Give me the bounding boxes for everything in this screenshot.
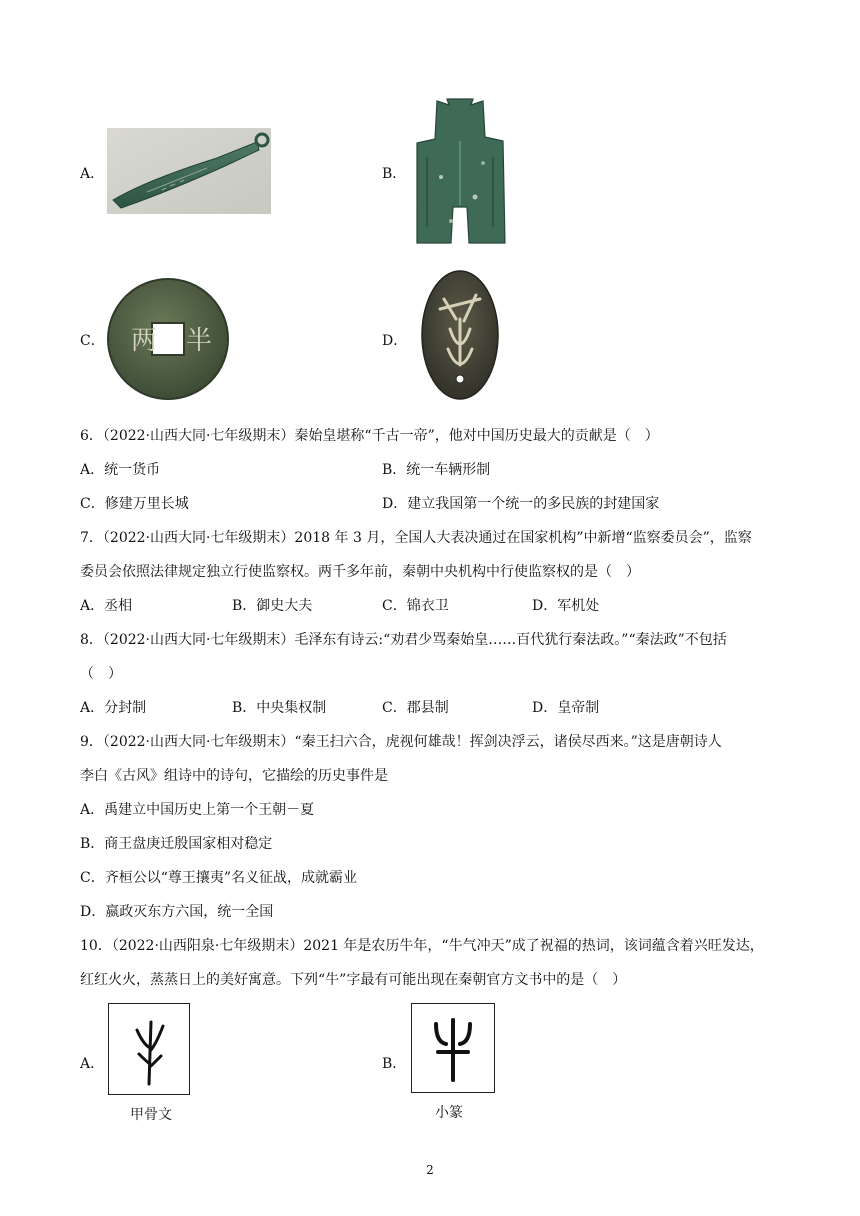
question-8-stem-line-1: 8．（2022·山西大同·七年级期末）毛泽东有诗云:“劝君少骂秦始皇……百代犹行秦法政。”“秦法政”不包括 xyxy=(80,632,727,648)
coin-char-left: 两 xyxy=(131,326,158,356)
question-6-option-c: C．修建万里长城 xyxy=(80,496,189,512)
question-7-option-d: D．军机处 xyxy=(532,598,600,614)
knife-coin-image xyxy=(107,128,271,214)
question-7-option-c: C．锦衣卫 xyxy=(382,598,449,614)
spade-coin-image xyxy=(411,97,509,248)
question-6-option-b: B．统一车辆形制 xyxy=(382,462,491,478)
ant-nose-coin-image xyxy=(420,269,500,401)
page-number: 2 xyxy=(426,1163,434,1177)
option-b-label: B． xyxy=(382,166,407,182)
question-7-option-b: B．御史大夫 xyxy=(232,598,313,614)
question-8-option-c: C．郡县制 xyxy=(382,700,449,716)
question-9-stem-line-1: 9．（2022·山西大同·七年级期末）“秦王扫六合，虎视何雄哉！挥剑决浮云，诸侯尽西来。”这是唐朝诗人 xyxy=(80,734,722,750)
question-6-stem: 6．（2022·山西大同·七年级期末）秦始皇堪称“千古一帝”，他对中国历史最大的贡献是（ ） xyxy=(80,428,659,444)
coin-char-right: 半 xyxy=(186,326,213,356)
question-8-option-d: D．皇帝制 xyxy=(532,700,600,716)
question-9-option-b: B．商王盘庚迁殷国家相对稳定 xyxy=(80,836,273,852)
question-7-stem-line-2: 委员会依照法律规定独立行使监察权。两千多年前，秦朝中央机构中行使监察权的是（ ） xyxy=(80,564,640,580)
question-7-option-a: A．丞相 xyxy=(80,598,133,614)
question-9-option-d: D．嬴政灭东方六国，统一全国 xyxy=(80,904,274,920)
question-9-option-a: A．禹建立中国历史上第一个王朝－夏 xyxy=(80,802,315,818)
question-10-option-b-label: B． xyxy=(382,1056,407,1072)
question-10-stem-line-2: 红红火火，蒸蒸日上的美好寓意。下列“牛”字最有可能出现在秦朝官方文书中的是（ ） xyxy=(80,972,627,988)
small-seal-niu-image xyxy=(411,1003,495,1093)
question-7-stem-line-1: 7．（2022·山西大同·七年级期末）2018 年 3 月，全国人大表决通过在国家机构”中新增“监察委员会”，监察 xyxy=(80,530,752,546)
oracle-bone-niu-image xyxy=(108,1003,190,1095)
option-c-label: C． xyxy=(80,333,105,349)
question-8-option-b: B．中央集权制 xyxy=(232,700,327,716)
question-8-stem-line-2: （ ） xyxy=(80,666,122,682)
question-8-option-a: A．分封制 xyxy=(80,700,147,716)
option-a-label: A． xyxy=(80,166,105,182)
question-6-option-d: D．建立我国第一个统一的多民族的封建国家 xyxy=(382,496,660,512)
question-6-option-a: A．统一货币 xyxy=(80,462,161,478)
ban-liang-coin-image xyxy=(106,277,230,401)
question-9-option-c: C．齐桓公以“尊王攘夷”名义征战，成就霸业 xyxy=(80,870,358,886)
question-10-caption-b: 小篆 xyxy=(435,1105,463,1121)
question-10-stem-line-1: 10．（2022·山西阳泉·七年级期末）2021 年是农历牛年，“牛气冲天”成了祝福的热词，该词蕴含着兴旺发达， xyxy=(80,938,764,954)
option-d-label: D． xyxy=(382,333,408,349)
question-9-stem-line-2: 李白《古风》组诗中的诗句，它描绘的历史事件是 xyxy=(80,768,388,784)
question-10-option-a-label: A． xyxy=(80,1056,105,1072)
question-10-caption-a: 甲骨文 xyxy=(130,1107,172,1123)
